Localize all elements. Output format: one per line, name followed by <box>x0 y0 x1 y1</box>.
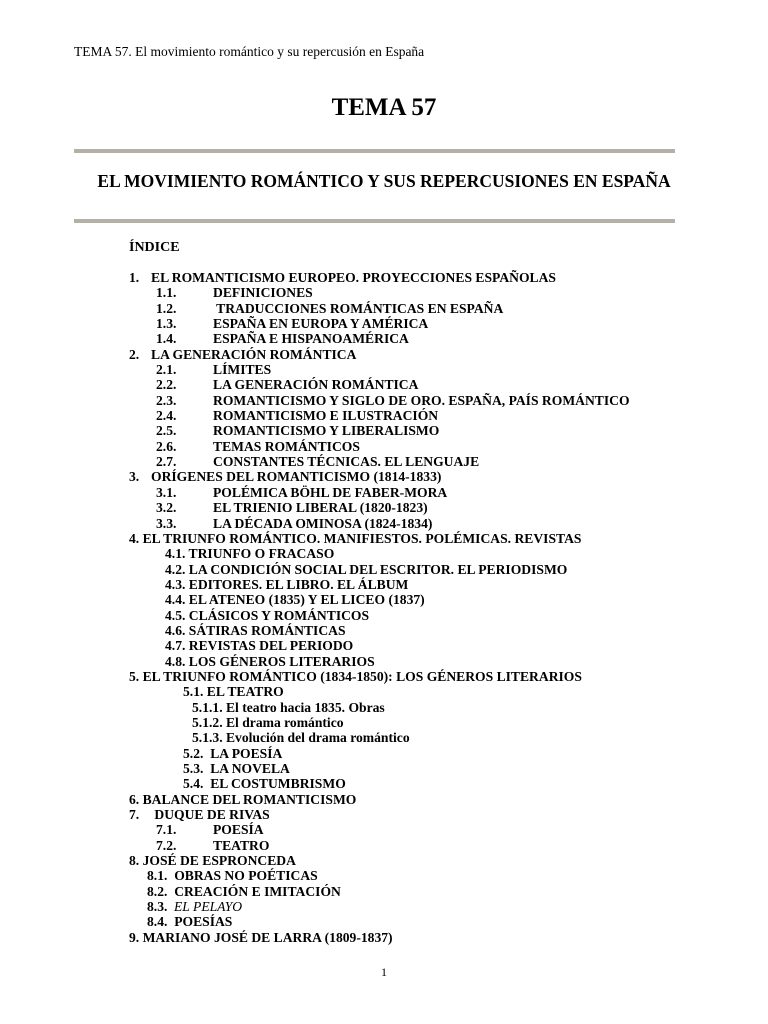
toc-entry-number: 2.3. <box>156 392 177 408</box>
toc-entry <box>0 623 768 638</box>
toc-entry-text: LA DÉCADA OMINOSA (1824-1834) <box>213 515 433 531</box>
toc-entry <box>0 761 768 776</box>
toc-entry <box>0 439 768 454</box>
toc-entry <box>0 746 768 761</box>
toc-entry-text: ROMANTICISMO Y LIBERALISMO <box>213 423 440 439</box>
toc-entry <box>0 776 768 791</box>
toc-entry <box>0 868 768 883</box>
toc-entry-number: 1.2. <box>156 300 177 316</box>
toc-entry-text: 8.1. OBRAS NO POÉTICAS <box>147 868 318 884</box>
toc-entry-number: 2.7. <box>156 454 177 470</box>
toc-entry <box>0 270 768 285</box>
toc-entry <box>0 792 768 807</box>
toc-entry <box>0 347 768 362</box>
toc-entry-number: 1. <box>129 270 140 285</box>
toc-entry <box>0 500 768 515</box>
toc-entry-text: POESÍA <box>213 822 264 838</box>
toc-entry-text: ROMANTICISMO Y SIGLO DE ORO. ESPAÑA, PAÍS ROMÁNTICO <box>213 392 630 408</box>
toc-entry <box>0 377 768 392</box>
page-title: TEMA 57 <box>331 94 437 121</box>
toc-entry <box>0 899 768 914</box>
toc-entry-text: EL TRIENIO LIBERAL (1820-1823) <box>213 500 428 516</box>
toc-entry-text: ESPAÑA E HISPANOAMÉRICA <box>213 331 409 347</box>
toc-entry-text: 8.2. CREACIÓN E IMITACIÓN <box>147 883 341 899</box>
toc-entry-text: 4.7. REVISTAS DEL PERIODO <box>165 638 354 654</box>
page-number: 1 <box>381 965 387 979</box>
toc-entry-number: 3.3. <box>156 515 177 531</box>
toc-entry-text: 4.1. TRIUNFO O FRACASO <box>165 546 335 562</box>
toc-entry <box>0 285 768 300</box>
toc-entry-number: 7.2. <box>156 837 177 853</box>
toc-entry <box>0 838 768 853</box>
toc-entry-text: 4.8. LOS GÉNEROS LITERARIOS <box>165 653 375 669</box>
toc-entry <box>0 700 768 715</box>
toc-entry-text: LÍMITES <box>213 362 272 378</box>
toc-entry <box>0 715 768 730</box>
toc-entry-text: 5.2. LA POESÍA <box>183 745 283 761</box>
toc-entry-text: ESPAÑA EN EUROPA Y AMÉRICA <box>213 316 429 332</box>
toc-entry-number: 7.1. <box>156 822 177 838</box>
toc-entry <box>0 531 768 546</box>
toc-entry-text: DEFINICIONES <box>213 285 313 301</box>
toc-entry-number: 2. <box>129 346 140 362</box>
toc-entry-text: 5. EL TRIUNFO ROMÁNTICO (1834-1850): LOS GÉNEROS LITERARIOS <box>129 668 582 684</box>
toc-entry-number: 2.6. <box>156 438 177 454</box>
toc-entry <box>0 807 768 822</box>
toc-entry-text: LA GENERACIÓN ROMÁNTICA <box>213 377 419 393</box>
toc-entry-text: 4.3. EDITORES. EL LIBRO. EL ÁLBUM <box>165 576 409 592</box>
toc-entry-text: ROMANTICISMO E ILUSTRACIÓN <box>213 408 439 424</box>
toc-entry-text: LA GENERACIÓN ROMÁNTICA <box>151 346 357 362</box>
toc-entry-text: 5.3. LA NOVELA <box>183 761 290 776</box>
toc-entry <box>0 684 768 699</box>
toc-entry-number: 2.4. <box>156 408 177 424</box>
toc-entry-text: TEATRO <box>213 837 270 853</box>
toc-entry-text: 4.5. CLÁSICOS Y ROMÁNTICOS <box>165 607 370 623</box>
toc-entry <box>0 822 768 837</box>
toc-entry-text: 8.4. POESÍAS <box>147 914 233 930</box>
toc-entry-text: 5.4. EL COSTUMBRISMO <box>183 776 346 792</box>
toc-entry <box>0 930 768 945</box>
toc-entry-text: CONSTANTES TÉCNICAS. EL LENGUAJE <box>213 454 480 470</box>
toc-entry <box>0 331 768 346</box>
toc-entry <box>0 316 768 331</box>
toc-entry-text: 4.2. LA CONDICIÓN SOCIAL DEL ESCRITOR. EL PERIODISMO <box>165 561 568 577</box>
toc-entry-text: 4.6. SÁTIRAS ROMÁNTICAS <box>165 622 346 638</box>
toc-entry <box>0 608 768 623</box>
toc-entry-text: 9. MARIANO JOSÉ DE LARRA (1809-1837) <box>129 929 393 945</box>
toc-entry-number: 3.1. <box>156 484 177 500</box>
toc-entry <box>0 654 768 669</box>
toc-entry <box>0 853 768 868</box>
toc-entry-text: DUQUE DE RIVAS <box>151 807 270 823</box>
toc-entry-text: 8. JOSÉ DE ESPRONCEDA <box>129 853 296 869</box>
toc-entry-number: 2.2. <box>156 377 177 393</box>
toc-entry-text: POLÉMICA BÖHL DE FABER-MORA <box>213 484 448 500</box>
toc-entry-number: 7. <box>129 807 140 823</box>
top-rule <box>74 149 675 153</box>
toc-entry-text: TRADUCCIONES ROMÁNTICAS EN ESPAÑA <box>213 300 504 316</box>
toc-entry-number: 2.1. <box>156 362 177 378</box>
toc-entry <box>0 485 768 500</box>
toc-entry-text: ORÍGENES DEL ROMANTICISMO (1814-1833) <box>151 469 442 485</box>
document-subtitle: EL MOVIMIENTO ROMÁNTICO Y SUS REPERCUSIONES EN ESPAÑA <box>97 171 671 191</box>
toc-entry <box>0 454 768 469</box>
toc-entry <box>0 669 768 684</box>
toc-entry <box>0 423 768 438</box>
index-heading: ÍNDICE <box>129 240 180 255</box>
toc-entry <box>0 546 768 561</box>
toc-entry <box>0 638 768 653</box>
toc-entry-text: 4. EL TRIUNFO ROMÁNTICO. MANIFIESTOS. POLÉMICAS. REVISTAS <box>129 530 582 546</box>
toc-entry-number: 1.3. <box>156 316 177 332</box>
toc-entry-text: 5.1.3. Evolución del drama romántico <box>192 730 410 746</box>
running-header: TEMA 57. El movimiento romántico y su repercusión en España <box>74 44 425 59</box>
toc-entry-number: 1.4. <box>156 331 177 347</box>
toc-entry-number: 3.2. <box>156 500 177 516</box>
toc-entry <box>0 469 768 484</box>
toc-entry-text: 5.1.2. El drama romántico <box>192 714 344 730</box>
toc-entry-number: 2.5. <box>156 423 177 439</box>
toc-entry <box>0 730 768 745</box>
toc-entry <box>0 914 768 929</box>
toc-entry-text: EL ROMANTICISMO EUROPEO. PROYECCIONES ESPAÑOLAS <box>151 270 556 285</box>
toc-entry-text: 5.1. EL TEATRO <box>183 684 284 700</box>
toc-entry-number: 8.3. <box>147 899 168 915</box>
toc-entry-text: EL PELAYO <box>174 899 243 915</box>
toc-entry <box>0 562 768 577</box>
toc-entry-text: 6. BALANCE DEL ROMANTICISMO <box>129 791 357 807</box>
bottom-rule <box>74 219 675 223</box>
toc-entry <box>0 884 768 899</box>
toc-entry <box>0 592 768 607</box>
toc-entry <box>0 577 768 592</box>
toc-entry-text: 4.4. EL ATENEO (1835) Y EL LICEO (1837) <box>165 592 425 608</box>
toc-entry <box>0 362 768 377</box>
toc-entry <box>0 408 768 423</box>
toc-entry <box>0 393 768 408</box>
toc-entry <box>0 301 768 316</box>
toc-entry-number: 1.1. <box>156 285 177 301</box>
table-of-contents <box>0 270 768 945</box>
toc-entry <box>0 516 768 531</box>
toc-entry-text: 5.1.1. El teatro hacia 1835. Obras <box>192 699 385 715</box>
toc-entry-number: 3. <box>129 469 140 485</box>
toc-entry-text: TEMAS ROMÁNTICOS <box>213 438 360 454</box>
